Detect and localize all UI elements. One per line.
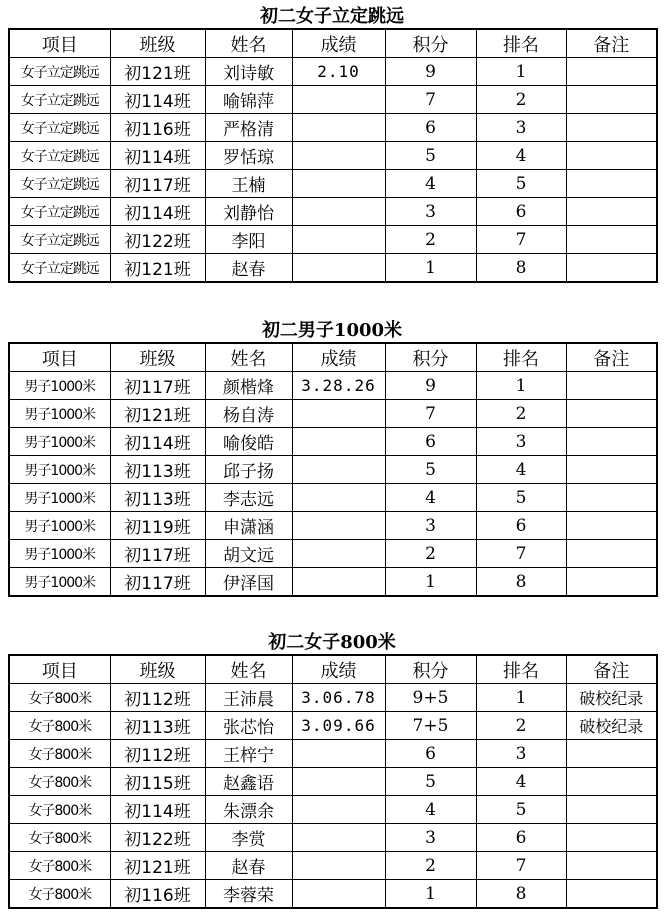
- table-row: [9, 484, 657, 512]
- column-header-remark: 备注: [566, 343, 657, 372]
- rank-cell: 7: [476, 852, 566, 880]
- remark-cell: [566, 540, 657, 568]
- points-cell: 1: [385, 568, 476, 597]
- table-row: [9, 456, 657, 484]
- result-cell: [292, 428, 385, 456]
- header-row: [9, 29, 657, 58]
- result-cell: [292, 568, 385, 597]
- project-cell: 男子1000米: [9, 428, 110, 456]
- class-cell: 初121班: [110, 400, 205, 428]
- project-cell: 女子800米: [9, 740, 110, 768]
- remark-cell: [566, 254, 657, 283]
- result-cell: [292, 484, 385, 512]
- rank-cell: 6: [476, 198, 566, 226]
- remark-cell: [566, 86, 657, 114]
- remark-cell: [566, 768, 657, 796]
- class-cell: 初116班: [110, 114, 205, 142]
- points-cell: 5: [385, 768, 476, 796]
- remark-cell: [566, 568, 657, 597]
- class-cell: 初121班: [110, 254, 205, 283]
- class-cell: 初122班: [110, 226, 205, 254]
- name-cell: 李志远: [205, 484, 292, 512]
- points-cell: 1: [385, 880, 476, 909]
- table-row: [9, 740, 657, 768]
- rank-cell: 4: [476, 768, 566, 796]
- table-row: [9, 86, 657, 114]
- column-header-rank: 排名: [476, 343, 566, 372]
- column-header-points: 积分: [385, 655, 476, 684]
- name-cell: 邱子扬: [205, 456, 292, 484]
- class-cell: 初117班: [110, 540, 205, 568]
- remark-cell: 破校纪录: [566, 684, 657, 712]
- column-header-name: 姓名: [205, 655, 292, 684]
- class-cell: 初122班: [110, 824, 205, 852]
- project-cell: 女子800米: [9, 712, 110, 740]
- remark-cell: [566, 114, 657, 142]
- result-cell: [292, 170, 385, 198]
- name-cell: 李蓉荣: [205, 880, 292, 909]
- points-cell: 6: [385, 114, 476, 142]
- project-cell: 男子1000米: [9, 540, 110, 568]
- project-cell: 女子立定跳远: [9, 114, 110, 142]
- result-cell: 3.28.26: [292, 372, 385, 400]
- remark-cell: [566, 512, 657, 540]
- remark-cell: [566, 796, 657, 824]
- class-cell: 初112班: [110, 684, 205, 712]
- points-cell: 5: [385, 142, 476, 170]
- rank-cell: 8: [476, 568, 566, 597]
- remark-cell: [566, 142, 657, 170]
- result-cell: 3.09.66: [292, 712, 385, 740]
- column-header-class: 班级: [110, 29, 205, 58]
- class-cell: 初116班: [110, 880, 205, 909]
- column-header-project: 项目: [9, 655, 110, 684]
- project-cell: 女子立定跳远: [9, 58, 110, 86]
- column-header-rank: 排名: [476, 655, 566, 684]
- rank-cell: 6: [476, 512, 566, 540]
- result-cell: [292, 456, 385, 484]
- project-cell: 女子立定跳远: [9, 226, 110, 254]
- rank-cell: 5: [476, 484, 566, 512]
- remark-cell: [566, 400, 657, 428]
- rank-cell: 5: [476, 796, 566, 824]
- table-row: [9, 512, 657, 540]
- table-body: [9, 58, 657, 283]
- table-row: [9, 568, 657, 597]
- table-row: [9, 768, 657, 796]
- points-cell: 4: [385, 484, 476, 512]
- class-cell: 初114班: [110, 142, 205, 170]
- name-cell: 刘静怡: [205, 198, 292, 226]
- points-cell: 7: [385, 400, 476, 428]
- class-cell: 初115班: [110, 768, 205, 796]
- table-row: [9, 684, 657, 712]
- rank-cell: 1: [476, 372, 566, 400]
- results-table: [8, 28, 658, 283]
- name-cell: 伊泽国: [205, 568, 292, 597]
- result-cell: [292, 768, 385, 796]
- result-cell: [292, 114, 385, 142]
- table-row: [9, 372, 657, 400]
- table-row: [9, 428, 657, 456]
- name-cell: 李阳: [205, 226, 292, 254]
- points-cell: 2: [385, 540, 476, 568]
- class-cell: 初121班: [110, 58, 205, 86]
- rank-cell: 3: [476, 114, 566, 142]
- result-cell: [292, 740, 385, 768]
- standing-long-jump-section: [8, 4, 656, 283]
- column-header-points: 积分: [385, 29, 476, 58]
- table-row: [9, 880, 657, 909]
- name-cell: 赵春: [205, 852, 292, 880]
- column-header-result: 成绩: [292, 655, 385, 684]
- name-cell: 胡文远: [205, 540, 292, 568]
- points-cell: 1: [385, 254, 476, 283]
- points-cell: 7+5: [385, 712, 476, 740]
- class-cell: 初119班: [110, 512, 205, 540]
- project-cell: 男子1000米: [9, 456, 110, 484]
- rank-cell: 2: [476, 712, 566, 740]
- class-cell: 初112班: [110, 740, 205, 768]
- rank-cell: 8: [476, 880, 566, 909]
- project-cell: 女子800米: [9, 880, 110, 909]
- points-cell: 6: [385, 740, 476, 768]
- project-cell: 女子立定跳远: [9, 198, 110, 226]
- name-cell: 刘诗敏: [205, 58, 292, 86]
- remark-cell: [566, 198, 657, 226]
- rank-cell: 5: [476, 170, 566, 198]
- results-table: [8, 342, 658, 597]
- rank-cell: 1: [476, 58, 566, 86]
- result-cell: [292, 198, 385, 226]
- rank-cell: 2: [476, 400, 566, 428]
- column-header-name: 姓名: [205, 29, 292, 58]
- class-cell: 初117班: [110, 170, 205, 198]
- table-body: [9, 372, 657, 597]
- table-row: [9, 254, 657, 283]
- column-header-name: 姓名: [205, 343, 292, 372]
- remark-cell: [566, 740, 657, 768]
- results-table: [8, 654, 658, 909]
- points-cell: 5: [385, 456, 476, 484]
- column-header-project: 项目: [9, 29, 110, 58]
- result-cell: 3.06.78: [292, 684, 385, 712]
- project-cell: 女子800米: [9, 684, 110, 712]
- project-cell: 女子立定跳远: [9, 86, 110, 114]
- name-cell: 张芯怡: [205, 712, 292, 740]
- table-row: [9, 712, 657, 740]
- column-header-class: 班级: [110, 343, 205, 372]
- name-cell: 王沛晨: [205, 684, 292, 712]
- project-cell: 女子800米: [9, 852, 110, 880]
- project-cell: 女子800米: [9, 796, 110, 824]
- rank-cell: 4: [476, 142, 566, 170]
- result-cell: 2.10: [292, 58, 385, 86]
- points-cell: 2: [385, 226, 476, 254]
- column-header-result: 成绩: [292, 343, 385, 372]
- class-cell: 初114班: [110, 86, 205, 114]
- result-cell: [292, 540, 385, 568]
- rank-cell: 7: [476, 226, 566, 254]
- remark-cell: [566, 484, 657, 512]
- name-cell: 颜楷烽: [205, 372, 292, 400]
- header-row: [9, 343, 657, 372]
- remark-cell: [566, 428, 657, 456]
- points-cell: 9: [385, 58, 476, 86]
- result-cell: [292, 254, 385, 283]
- result-cell: [292, 512, 385, 540]
- name-cell: 赵春: [205, 254, 292, 283]
- header-row: [9, 655, 657, 684]
- remark-cell: [566, 170, 657, 198]
- section-title: 初二女子800米: [268, 632, 396, 653]
- rank-cell: 3: [476, 740, 566, 768]
- table-row: [9, 226, 657, 254]
- column-header-points: 积分: [385, 343, 476, 372]
- project-cell: 男子1000米: [9, 512, 110, 540]
- points-cell: 3: [385, 824, 476, 852]
- project-cell: 男子1000米: [9, 372, 110, 400]
- boys-1000m-section: [8, 318, 656, 597]
- class-cell: 初114班: [110, 796, 205, 824]
- result-cell: [292, 142, 385, 170]
- result-cell: [292, 400, 385, 428]
- table-row: [9, 824, 657, 852]
- table-row: [9, 170, 657, 198]
- name-cell: 王梓宁: [205, 740, 292, 768]
- column-header-rank: 排名: [476, 29, 566, 58]
- rank-cell: 2: [476, 86, 566, 114]
- points-cell: 4: [385, 170, 476, 198]
- name-cell: 罗恬琼: [205, 142, 292, 170]
- points-cell: 9+5: [385, 684, 476, 712]
- name-cell: 朱漂余: [205, 796, 292, 824]
- name-cell: 喻俊皓: [205, 428, 292, 456]
- remark-cell: [566, 880, 657, 909]
- table-row: [9, 58, 657, 86]
- project-cell: 男子1000米: [9, 400, 110, 428]
- result-cell: [292, 226, 385, 254]
- project-cell: 女子立定跳远: [9, 142, 110, 170]
- class-cell: 初114班: [110, 428, 205, 456]
- table-row: [9, 142, 657, 170]
- project-cell: 女子800米: [9, 768, 110, 796]
- points-cell: 3: [385, 512, 476, 540]
- table-row: [9, 852, 657, 880]
- rank-cell: 6: [476, 824, 566, 852]
- table-row: [9, 796, 657, 824]
- column-header-result: 成绩: [292, 29, 385, 58]
- points-cell: 6: [385, 428, 476, 456]
- points-cell: 7: [385, 86, 476, 114]
- section-title: 初二女子立定跳远: [260, 6, 404, 27]
- project-cell: 男子1000米: [9, 484, 110, 512]
- result-cell: [292, 852, 385, 880]
- remark-cell: 破校纪录: [566, 712, 657, 740]
- points-cell: 2: [385, 852, 476, 880]
- name-cell: 杨自涛: [205, 400, 292, 428]
- name-cell: 赵鑫语: [205, 768, 292, 796]
- remark-cell: [566, 372, 657, 400]
- table-body: [9, 684, 657, 909]
- result-cell: [292, 824, 385, 852]
- remark-cell: [566, 226, 657, 254]
- class-cell: 初113班: [110, 712, 205, 740]
- column-header-remark: 备注: [566, 29, 657, 58]
- table-row: [9, 400, 657, 428]
- section-title: 初二男子1000米: [261, 320, 403, 341]
- class-cell: 初121班: [110, 852, 205, 880]
- points-cell: 3: [385, 198, 476, 226]
- remark-cell: [566, 852, 657, 880]
- project-cell: 男子1000米: [9, 568, 110, 597]
- name-cell: 李赏: [205, 824, 292, 852]
- name-cell: 申潇涵: [205, 512, 292, 540]
- girls-800m-section: [8, 630, 656, 909]
- points-cell: 9: [385, 372, 476, 400]
- name-cell: 严格清: [205, 114, 292, 142]
- column-header-remark: 备注: [566, 655, 657, 684]
- rank-cell: 4: [476, 456, 566, 484]
- column-header-project: 项目: [9, 343, 110, 372]
- class-cell: 初114班: [110, 198, 205, 226]
- column-header-class: 班级: [110, 655, 205, 684]
- class-cell: 初117班: [110, 568, 205, 597]
- name-cell: 喻锦萍: [205, 86, 292, 114]
- remark-cell: [566, 824, 657, 852]
- rank-cell: 7: [476, 540, 566, 568]
- name-cell: 王楠: [205, 170, 292, 198]
- result-cell: [292, 86, 385, 114]
- class-cell: 初113班: [110, 484, 205, 512]
- result-cell: [292, 880, 385, 909]
- points-cell: 4: [385, 796, 476, 824]
- table-row: [9, 198, 657, 226]
- project-cell: 女子立定跳远: [9, 170, 110, 198]
- remark-cell: [566, 58, 657, 86]
- rank-cell: 8: [476, 254, 566, 283]
- class-cell: 初117班: [110, 372, 205, 400]
- class-cell: 初113班: [110, 456, 205, 484]
- project-cell: 女子立定跳远: [9, 254, 110, 283]
- rank-cell: 1: [476, 684, 566, 712]
- table-row: [9, 540, 657, 568]
- remark-cell: [566, 456, 657, 484]
- result-cell: [292, 796, 385, 824]
- project-cell: 女子800米: [9, 824, 110, 852]
- table-row: [9, 114, 657, 142]
- rank-cell: 3: [476, 428, 566, 456]
